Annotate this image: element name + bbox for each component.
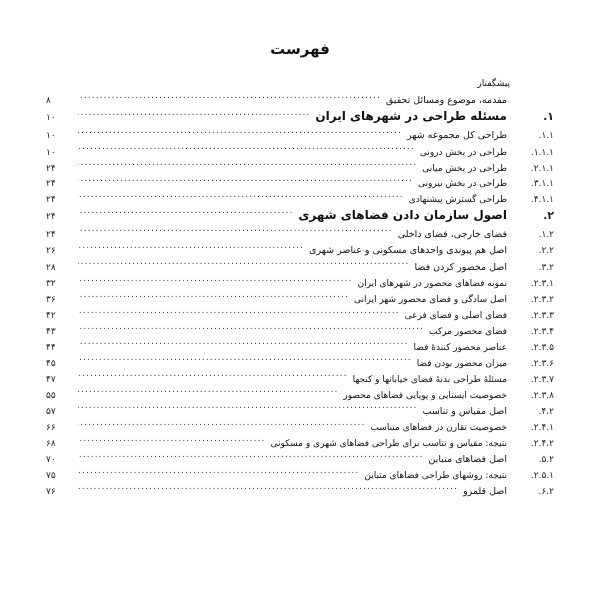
toc-entry[interactable] — [46, 176, 554, 189]
toc-entry[interactable] — [46, 340, 554, 353]
toc-leader-dots — [78, 388, 338, 398]
toc-leader-dots — [78, 404, 418, 414]
toc-entry-label: اصل فضاهای متباین — [428, 453, 507, 465]
toc-entry-page-number: ۲۴ — [46, 163, 56, 174]
toc-entry[interactable] — [46, 468, 554, 481]
toc-entry[interactable] — [46, 276, 554, 289]
toc-entry-number: ۲.۳.۱. — [530, 279, 554, 290]
toc-entry-label: فضای اصلی و فضای فرعی — [404, 310, 507, 321]
toc-entry-label: پیشگفتار — [477, 79, 510, 89]
toc-entry-label: فضای محصور مرکب — [429, 326, 507, 337]
toc-entry-number: ۲.۳.۶. — [530, 358, 554, 369]
toc-entry-page-number: ۶۶ — [46, 423, 56, 434]
toc-leader-dots — [78, 260, 409, 270]
toc-entry-page-number: ۱۰ — [46, 131, 56, 142]
toc-entry[interactable] — [46, 110, 554, 124]
toc-entry-label: میزان محصور بودن فضا — [416, 358, 507, 369]
toc-entry-label: اصول سازمان دادن فضاهای شهری — [298, 207, 507, 222]
toc-entry-number: ۱.۲. — [538, 229, 554, 240]
toc-entry-page-number: ۸ — [46, 96, 51, 107]
toc-entry[interactable] — [46, 128, 554, 142]
toc-entry[interactable] — [46, 161, 554, 174]
toc-entry-page-number: ۳۶ — [46, 295, 56, 306]
toc-entry[interactable] — [46, 452, 554, 466]
toc-leader-dots — [78, 372, 348, 382]
toc-entry-page-number: ۶۸ — [46, 439, 56, 450]
toc-entry-label: فضای خارجی، فضای داخلی — [397, 228, 507, 240]
toc-leader-dots — [78, 324, 424, 334]
toc-entry-number: ۲.۳.۵. — [530, 342, 554, 353]
toc-entry-label: اصل مقیاس و تناسب — [422, 405, 507, 417]
toc-entry-label: اصل سادگی و فضای محصور شهر ایرانی — [353, 295, 507, 306]
toc-entry-page-number: ۴۳ — [46, 326, 56, 337]
toc-leader-dots — [78, 110, 310, 120]
toc-entry-page-number: ۴۵ — [46, 358, 56, 369]
toc-entry[interactable] — [46, 243, 554, 257]
toc-entry-number: ۱.۱. — [538, 131, 554, 142]
toc-entry[interactable] — [46, 404, 554, 418]
toc-entry-page-number: ۲۴ — [46, 195, 56, 206]
toc-entry[interactable] — [46, 372, 554, 385]
toc-entry-label: نمونه فضاهای محصور در شهرهای ایران — [357, 279, 507, 290]
page-title: فهرست — [270, 40, 330, 58]
toc-entry-page-number: ۴۷ — [46, 374, 56, 385]
toc-leader-dots — [78, 145, 415, 155]
toc-leader-dots — [78, 276, 353, 286]
toc-entry-label: طراحی گسترش پیشنهادی — [408, 195, 507, 206]
toc-entry-number: ۲.۱.۱. — [530, 163, 554, 174]
toc-entry-page-number: ۱۰ — [46, 147, 56, 158]
toc-entry-page-number: ۵۵ — [46, 390, 56, 401]
toc-entry[interactable] — [46, 420, 554, 433]
toc-entry[interactable] — [46, 356, 554, 369]
toc-leader-dots — [78, 243, 304, 253]
toc-entry-number: ۲.۳.۸. — [530, 390, 554, 401]
toc-entry-page-number: ۴۴ — [46, 342, 56, 353]
toc-entry-label: طراحی کل مجموعه شهر — [407, 130, 507, 142]
toc-entry-page-number: ۲۶ — [46, 246, 56, 257]
toc-entry[interactable] — [46, 308, 554, 321]
toc-leader-dots — [78, 356, 412, 366]
toc-entry-number: ۱.۱.۱. — [530, 147, 554, 158]
toc-entry-page-number: ۳۲ — [46, 279, 56, 290]
toc-entry-number: ۲.۴.۱. — [530, 423, 554, 434]
toc-entry[interactable] — [46, 145, 554, 158]
toc-entry-number: ۱. — [543, 110, 554, 124]
toc-leader-dots — [78, 227, 393, 237]
toc-entry-page-number: ۱۰ — [46, 113, 56, 124]
toc-entry[interactable] — [46, 192, 554, 205]
toc-entry[interactable] — [46, 484, 554, 498]
toc-leader-dots — [78, 340, 409, 350]
toc-leader-dots — [78, 93, 381, 103]
toc-leader-dots — [78, 468, 359, 478]
toc-entry-page-number: ۷۰ — [46, 454, 56, 465]
toc-entry-label: خصوصیت ایستایی و پویایی فضاهای محصور — [343, 390, 507, 401]
toc-entry-number: ۲.۲. — [538, 246, 554, 257]
toc-entry-page-number: ۲۴ — [46, 229, 56, 240]
toc-entry[interactable] — [46, 260, 554, 274]
toc-entry-page-number: ۲۸ — [46, 262, 56, 273]
toc-entry-label: نتیجه: مقیاس و تناسب برای طراحی فضاهای شهری و مسکونی — [270, 439, 507, 450]
toc-entry-number: ۲.۳.۴. — [530, 326, 554, 337]
toc-entry-label: مسئله طراحی در شهرهای ایران — [315, 109, 507, 124]
toc-entry-number: ۳.۲. — [538, 262, 554, 273]
toc-entry-label: اصل هم پیوندی واحدهای مسکونی و عناصر شهری — [309, 245, 507, 257]
toc-leader-dots — [78, 308, 400, 318]
toc-entry-label: مقدمه، موضوع ومسائل تحقیق — [385, 95, 507, 107]
toc-entry-number: ۲.۳.۳. — [530, 310, 554, 321]
toc-entry-number: ۲. — [543, 208, 554, 222]
toc-entry-label: اصل قلمرو — [463, 486, 507, 498]
toc-entry-number: ۲.۳.۷. — [530, 374, 554, 385]
toc-leader-dots — [78, 420, 365, 430]
toc-leader-dots — [78, 292, 349, 302]
toc-entry-page-number: ۲۴ — [46, 179, 56, 190]
toc-entry-number: ۴.۱.۱. — [530, 195, 554, 206]
toc-entry-number: ۳.۱.۱. — [530, 179, 554, 190]
toc-leader-dots — [78, 452, 423, 462]
toc-entry-page-number: ۴۲ — [46, 310, 56, 321]
toc-entry[interactable] — [46, 93, 554, 107]
toc-entry-number: ۶.۲. — [538, 487, 554, 498]
toc-leader-dots — [78, 161, 417, 171]
toc-entry[interactable] — [46, 292, 554, 305]
toc-leader-dots — [78, 484, 458, 494]
toc-entry-label: عناصر محصور کنندهٔ فضا — [413, 342, 507, 353]
toc-entry-label: طراحی در بخش درونی — [419, 147, 507, 158]
toc-entry-label: طراحی در بخش میانی — [422, 163, 507, 174]
toc-entry[interactable] — [46, 324, 554, 337]
toc-entry-label: مسئلهٔ طراحی بدنهٔ فضای خیابانها و کنجها — [352, 374, 507, 385]
toc-entry[interactable] — [46, 227, 554, 241]
toc-entry-page-number: ۲۴ — [46, 211, 56, 222]
toc-entry-label: نتیجه: روشهای طراحی فضاهای متباین — [364, 471, 507, 482]
toc-entry-number: ۴.۲. — [538, 406, 554, 417]
toc-entry-number: ۲.۴.۲. — [530, 439, 554, 450]
toc-entry-label: اصل محصور کردن فضا — [414, 261, 507, 273]
toc-entry[interactable] — [46, 209, 554, 223]
toc-entry-label: طراحی در بخش بیرونی — [418, 179, 507, 190]
toc-leader-dots — [78, 436, 266, 446]
toc-entry-number: ۲.۳.۲. — [530, 295, 554, 306]
toc-leader-dots — [78, 209, 293, 219]
toc-entry-number: ۲.۵.۱. — [530, 471, 554, 482]
toc-entry-page-number: ۷۶ — [46, 487, 56, 498]
table-of-contents — [46, 76, 554, 498]
toc-leader-dots — [78, 176, 413, 186]
toc-leader-dots — [78, 128, 402, 138]
toc-entry[interactable] — [46, 388, 554, 401]
toc-entry-page-number: ۷۵ — [46, 471, 56, 482]
toc-entry[interactable] — [46, 436, 554, 449]
toc-entry[interactable] — [46, 76, 554, 89]
toc-leader-dots — [78, 192, 404, 202]
toc-entry-label: خصوصیت تقارن در فضاهای متناسب — [370, 423, 507, 434]
toc-entry-number: ۵.۲. — [538, 454, 554, 465]
toc-entry-page-number: ۵۷ — [46, 406, 56, 417]
